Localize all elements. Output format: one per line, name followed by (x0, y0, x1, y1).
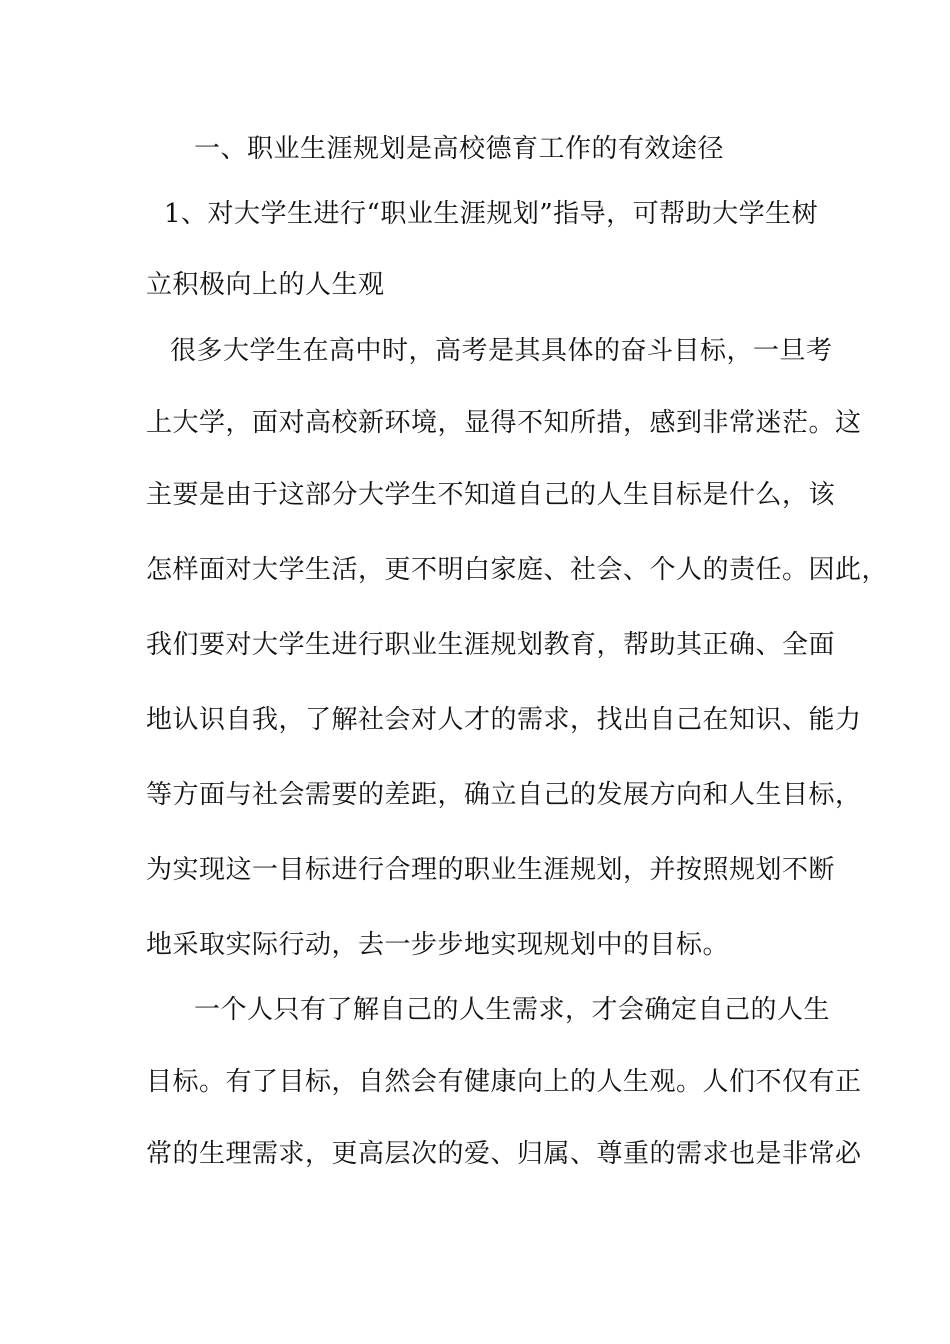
paragraph-1-line-6: 地认识自我，了解社会对人才的需求，找出自己在知识、能力 (146, 705, 862, 735)
paragraph-1-line-4: 怎样面对大学生活，更不明白家庭、社会、个人的责任。因此， (146, 555, 889, 585)
paragraph-1-line-1: 很多大学生在高中时，高考是其具体的奋斗目标，一旦考 (170, 336, 833, 366)
paragraph-2-line-3: 常的生理需求，更高层次的爱、归属、尊重的需求也是非常必 (146, 1139, 862, 1169)
paragraph-1-line-2: 上大学，面对高校新环境，显得不知所措，感到非常迷茫。这 (146, 408, 862, 438)
section-heading: 一、职业生涯规划是高校德育工作的有效途径 (194, 134, 725, 164)
paragraph-1-line-5: 我们要对大学生进行职业生涯规划教育，帮助其正确、全面 (146, 630, 836, 660)
paragraph-1-line-3: 主要是由于这部分大学生不知道自己的人生目标是什么，该 (146, 480, 836, 510)
subheading-line-2: 立积极向上的人生观 (146, 270, 385, 300)
paragraph-2-line-2: 目标。有了目标，自然会有健康向上的人生观。人们不仅有正 (146, 1067, 862, 1097)
paragraph-2-line-1: 一个人只有了解自己的人生需求，才会确定自己的人生 (194, 995, 831, 1025)
paragraph-1-line-8: 为实现这一目标进行合理的职业生涯规划，并按照规划不断 (146, 855, 836, 885)
paragraph-1-line-7: 等方面与社会需要的差距，确立自己的发展方向和人生目标， (146, 780, 862, 810)
subheading-line-1: 1、对大学生进行“职业生涯规划”指导，可帮助大学生树 (164, 199, 819, 229)
paragraph-1-line-9: 地采取实际行动，去一步步地实现规划中的目标。 (146, 930, 730, 960)
